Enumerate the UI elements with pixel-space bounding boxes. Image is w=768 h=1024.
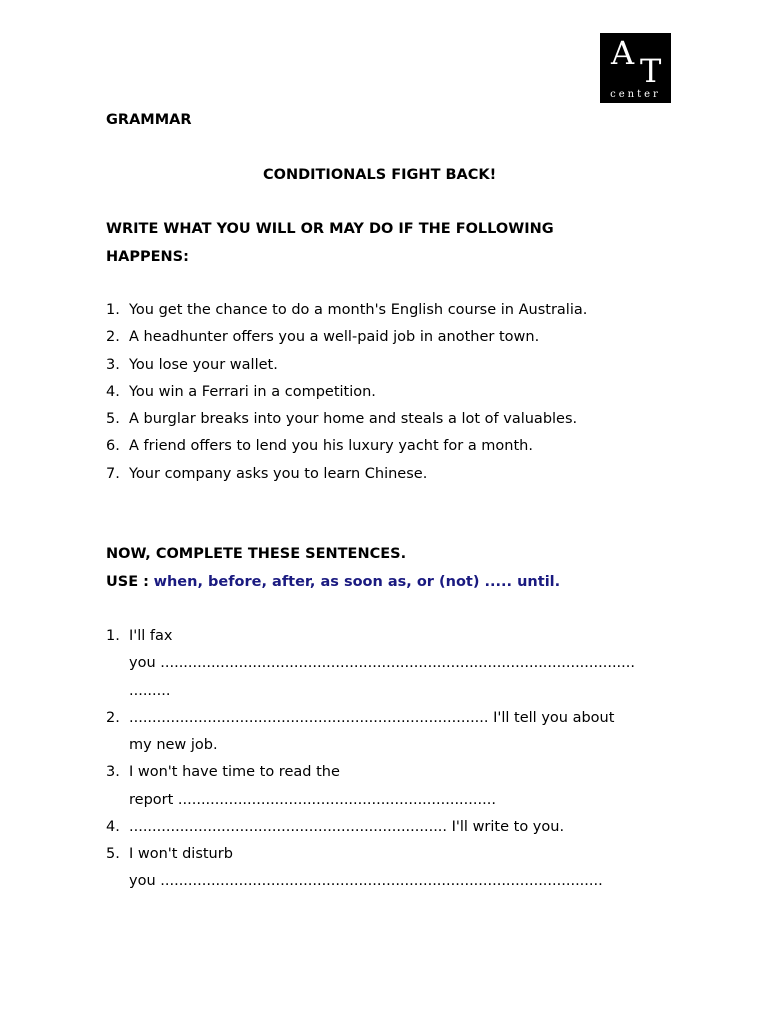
sentence-2-line-1: .............................................................................. I'll tell you about: [129, 710, 615, 726]
sentence-4-line-1: ..................................................................... I'll write to you.: [129, 819, 565, 835]
sentence-5-line-1: I won't disturb: [129, 846, 233, 862]
use-label: USE :: [106, 574, 149, 590]
list-item: You win a Ferrari in a competition.: [129, 384, 376, 400]
at-center-logo: [600, 33, 671, 103]
list-item: You get the chance to do a month's English course in Australia.: [129, 302, 588, 318]
list-item: You lose your wallet.: [129, 357, 278, 373]
use-line: [106, 572, 560, 592]
sentence-1-line-1: I'll fax: [129, 628, 173, 644]
logo-word: center: [610, 89, 661, 100]
sentence-5-line-2: you ................................................................................................: [129, 873, 603, 889]
list-item: A friend offers to lend you his luxury yacht for a month.: [129, 438, 533, 454]
sentence-2-line-2: my new job.: [129, 737, 218, 753]
list-item: A headhunter offers you a well-paid job in another town.: [129, 329, 540, 345]
instruction-line-2: HAPPENS:: [106, 249, 189, 265]
page-title: CONDITIONALS FIGHT BACK!: [263, 167, 497, 183]
logo-letter-t: T: [640, 52, 662, 90]
sentence-1-line-3: .........: [129, 683, 171, 699]
sentence-3-line-1: I won't have time to read the: [129, 764, 340, 780]
part2-heading: NOW, COMPLETE THESE SENTENCES.: [106, 546, 407, 562]
logo-letter-a: A: [611, 34, 635, 72]
sentence-1-line-2: you .......................................................................................................: [129, 655, 635, 671]
section-label: GRAMMAR: [106, 112, 192, 128]
instruction-line-1: WRITE WHAT YOU WILL OR MAY DO IF THE FOLLOWING: [106, 221, 554, 237]
list-item: A burglar breaks into your home and steals a lot of valuables.: [129, 411, 578, 427]
sentence-3-line-2: report .....................................................................: [129, 792, 496, 808]
list-item: Your company asks you to learn Chinese.: [129, 466, 428, 482]
use-words: when, before, after, as soon as, or (not) ..... until.: [153, 574, 561, 590]
